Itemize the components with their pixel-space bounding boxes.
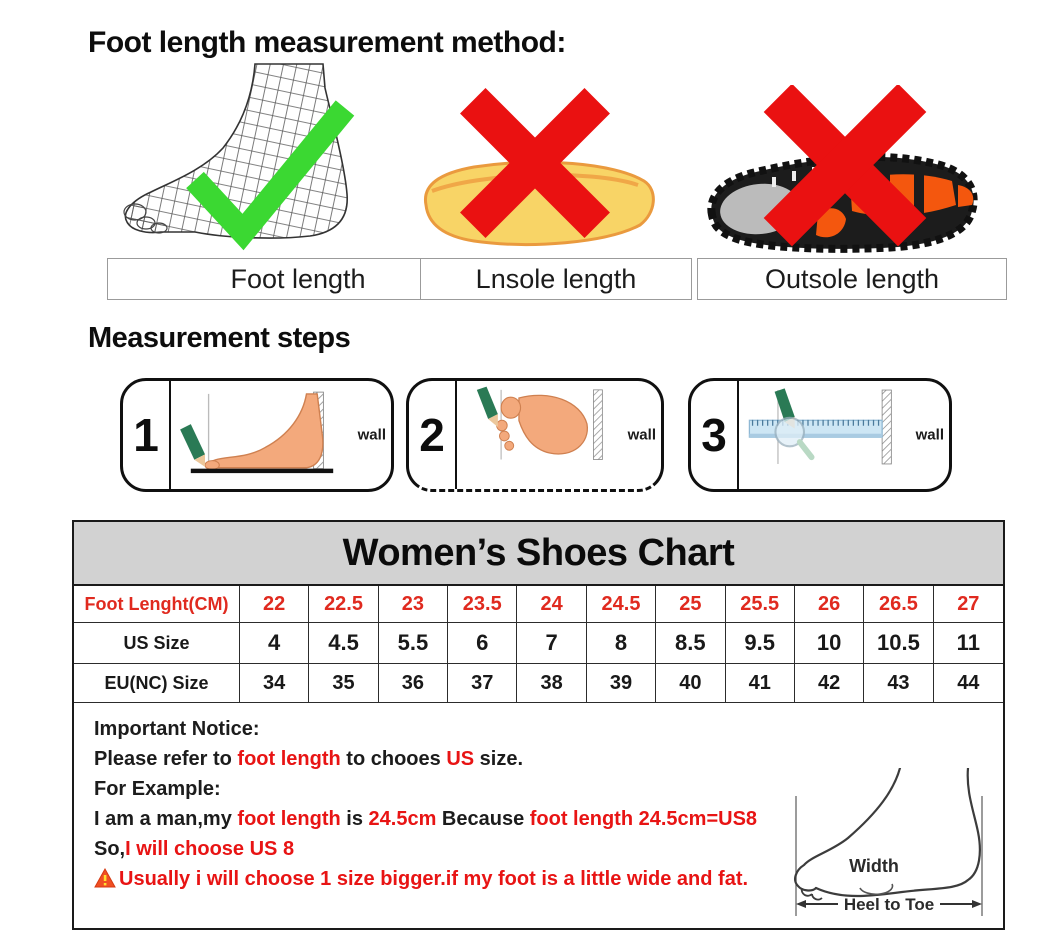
size-cell: 24.5 <box>587 586 656 623</box>
size-cell: 24 <box>517 586 586 623</box>
step-3-number: 3 <box>691 381 739 489</box>
notice-line <box>94 748 814 771</box>
size-cell: 44 <box>934 664 1003 703</box>
size-cell: 26 <box>795 586 864 623</box>
step-2-number: 2 <box>409 381 457 489</box>
caption-foot-length: Foot length <box>107 258 489 300</box>
notice-line <box>94 838 814 861</box>
step-1-box <box>120 378 394 492</box>
notice-text: Usually i will choose 1 size bigger.if my foot is a little wide and fat. <box>119 868 749 890</box>
size-cell: 6 <box>448 623 517 664</box>
notice-text: I will choose US 8 <box>125 838 295 860</box>
step-3-box <box>688 378 952 492</box>
size-cell: 41 <box>726 664 795 703</box>
step-2-diagram <box>459 385 621 466</box>
step-2-box <box>406 378 664 492</box>
size-cell: 23.5 <box>448 586 517 623</box>
size-cell: 9.5 <box>726 623 795 664</box>
size-cell: 39 <box>587 664 656 703</box>
size-cell: 38 <box>517 664 586 703</box>
size-cell: 36 <box>379 664 448 703</box>
notice-text: I am a man,my <box>94 808 238 830</box>
notice-text: is <box>340 808 369 830</box>
foot-wireframe-icon <box>105 60 395 256</box>
caption-outsole-length: Outsole length <box>697 258 1007 300</box>
size-cell: 25 <box>656 586 725 623</box>
size-cell: 23 <box>379 586 448 623</box>
method-insole-length-figure <box>410 85 660 260</box>
size-cell: 4 <box>240 623 309 664</box>
step-3-diagram <box>741 385 909 469</box>
foot-measure-diagram <box>782 768 997 920</box>
width-label: Width <box>849 856 899 876</box>
size-cell: 4.5 <box>309 623 378 664</box>
size-cell: 7 <box>517 623 586 664</box>
size-cell: 37 <box>448 664 517 703</box>
notice-text: So, <box>94 838 126 860</box>
size-cell: 8.5 <box>656 623 725 664</box>
size-cell: 25.5 <box>726 586 795 623</box>
notice-text: Important Notice: <box>94 718 260 740</box>
warning-icon <box>94 868 116 894</box>
size-cell: 22.5 <box>309 586 378 623</box>
size-cell: 35 <box>309 664 378 703</box>
notice-line <box>94 808 814 831</box>
size-cell: 27 <box>934 586 1003 623</box>
notice-text: foot length <box>237 748 341 770</box>
important-notice <box>94 718 814 901</box>
size-cell: 10.5 <box>864 623 933 664</box>
notice-line <box>94 868 814 894</box>
notice-text: foot length <box>237 808 341 830</box>
step-1-diagram <box>173 385 351 474</box>
size-table <box>74 586 1003 703</box>
size-cell: 11 <box>934 623 1003 664</box>
shoes-size-chart <box>72 520 1005 930</box>
steps-title: Measurement steps <box>88 322 351 354</box>
notice-text: Please refer to <box>94 748 238 770</box>
size-cell: 43 <box>864 664 933 703</box>
row-label: Foot Lenght(CM) <box>74 586 240 623</box>
step-1-number: 1 <box>123 381 171 489</box>
size-cell: 42 <box>795 664 864 703</box>
outsole-icon <box>700 85 985 260</box>
wall-label: wall <box>915 426 944 444</box>
method-foot-length-figure <box>105 60 395 256</box>
pencil-icon <box>477 387 498 428</box>
size-cell: 10 <box>795 623 864 664</box>
size-cell: 40 <box>656 664 725 703</box>
size-cell: 8 <box>587 623 656 664</box>
notice-text: foot length 24.5cm=US8 <box>529 808 758 830</box>
wall-label: wall <box>627 426 656 444</box>
caption-insole-length: Lnsole length <box>420 258 692 300</box>
notice-line <box>94 778 814 801</box>
notice-text: size. <box>474 748 524 770</box>
row-label: EU(NC) Size <box>74 664 240 703</box>
method-title: Foot length measurement method: <box>88 26 566 59</box>
size-cell: 34 <box>240 664 309 703</box>
size-cell: 5.5 <box>379 623 448 664</box>
notice-line <box>94 718 814 741</box>
size-cell: 22 <box>240 586 309 623</box>
insole-icon <box>410 85 660 260</box>
wall-label: wall <box>357 426 386 444</box>
pencil-icon <box>180 424 205 467</box>
notice-text: For Example: <box>94 778 221 800</box>
notice-text: to chooes <box>340 748 447 770</box>
method-outsole-length-figure <box>700 85 985 260</box>
notice-text: 24.5cm <box>368 808 437 830</box>
chart-title: Women’s Shoes Chart <box>74 522 1003 586</box>
size-cell: 26.5 <box>864 586 933 623</box>
heel-to-toe-label: Heel to Toe <box>843 895 935 914</box>
row-label: US Size <box>74 623 240 664</box>
notice-text: US <box>446 748 475 770</box>
notice-text: Because <box>436 808 530 830</box>
